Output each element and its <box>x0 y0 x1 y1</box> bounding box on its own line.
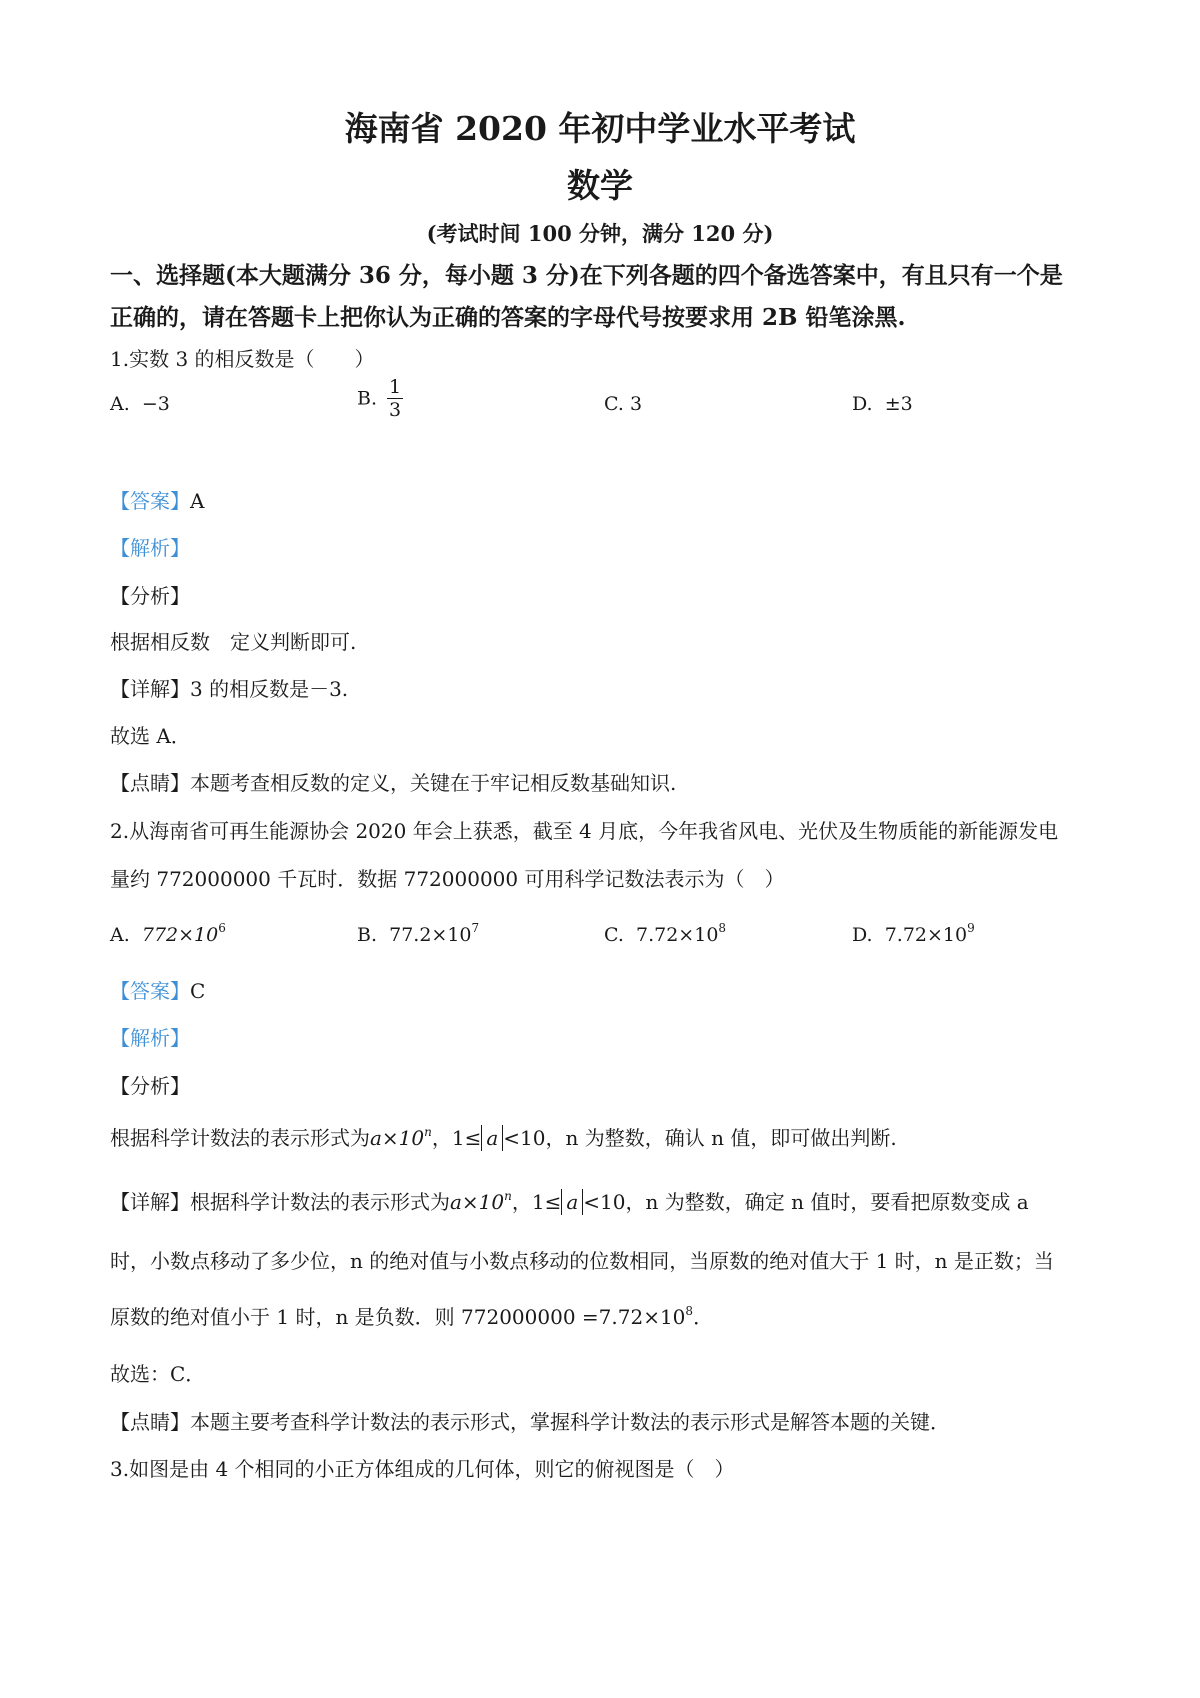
q2-fenxi-label: 【分析】 <box>110 1074 190 1098</box>
formula: a×10 <box>450 1190 505 1214</box>
option-label: D. <box>852 924 873 946</box>
q2-detail-line3 <box>110 1301 713 1330</box>
question-3-stem: 3.如图是由 4 个相同的小正方体组成的几何体，则它的俯视图是（ ） <box>110 1457 735 1481</box>
option-exponent: 6 <box>218 921 226 935</box>
q1-option-c <box>604 393 642 415</box>
q2-answer <box>110 975 205 1004</box>
option-value: 7.72×10 <box>884 924 968 946</box>
fenxi-text-post: <10，n 为整数，确认 n 值，即可做出判断. <box>503 1126 897 1150</box>
q2-option-c <box>604 921 726 946</box>
formula-exponent: 8 <box>685 1304 694 1318</box>
q1-option-a <box>110 393 170 415</box>
detail-label: 【详解】 <box>110 1190 190 1214</box>
detail-label: 【详解】 <box>110 677 190 701</box>
q1-choice: 故选 A． <box>110 724 191 748</box>
dianjing-label: 【点睛】 <box>110 771 190 795</box>
q2-choice: 故选：C． <box>110 1362 206 1386</box>
fraction-numerator: 1 <box>389 376 402 398</box>
option-label: C. <box>604 924 624 946</box>
formula: a×10 <box>370 1126 425 1150</box>
q2-option-a <box>110 921 226 946</box>
detail-text: 3 的相反数是－3. <box>190 677 349 701</box>
question-2-stem-line1: 2.从海南省可再生能源协会 2020 年会上获悉，截至 4 月底，今年我省风电、光伏及生物质能的新能源发电 <box>110 819 1059 843</box>
section-heading-line2: 正确的，请在答题卡上把你认为正确的答案的字母代号按要求用 2B 铅笔涂黑. <box>110 304 906 331</box>
option-value: ±3 <box>884 393 913 415</box>
option-exponent: 9 <box>967 921 975 935</box>
question-1-stem: 1.实数 3 的相反数是（ ） <box>110 347 375 371</box>
option-value: 77.2×10 <box>389 924 472 946</box>
dianjing-text: 本题考查相反数的定义，关键在于牢记相反数基础知识. <box>190 771 677 795</box>
formula-exponent: n <box>424 1125 432 1139</box>
answer-label: 【答案】 <box>110 489 190 513</box>
detail-text-post: <10，n 为整数，确定 n 值时，要看把原数变成 a <box>583 1190 1029 1214</box>
q1-dianjing <box>110 767 676 796</box>
answer-label: 【答案】 <box>110 979 190 1003</box>
option-label: A. <box>110 393 130 415</box>
q1-option-b <box>357 376 403 421</box>
absolute-value: a <box>561 1189 583 1215</box>
detail-line3-end: ． <box>693 1305 714 1329</box>
q2-detail-line1 <box>110 1186 1029 1215</box>
q1-detail <box>110 673 348 702</box>
q2-fenxi-text <box>110 1122 897 1151</box>
exam-note: (考试时间 100 分钟，满分 120 分) <box>426 221 774 246</box>
section-heading-line1: 一、选择题(本大题满分 36 分，每小题 3 分)在下列各题的四个备选答案中，有且只有一个是 <box>110 262 1063 289</box>
option-label: D. <box>852 393 873 415</box>
q2-option-b <box>357 921 479 946</box>
q1-fenxi-text: 根据相反数 定义判断即可. <box>110 630 357 654</box>
q2-analysis-label: 【解析】 <box>110 1026 190 1050</box>
answer-value: A <box>190 489 205 513</box>
option-value: −3 <box>141 393 170 415</box>
detail-text-pre: 根据科学计数法的表示形式为 <box>190 1190 450 1214</box>
formula-exponent: n <box>504 1189 512 1203</box>
question-2-stem-line2: 量约 772000000 千瓦时．数据 772000000 可用科学记数法表示为（ ） <box>110 867 785 891</box>
fenxi-text-mid: ，1≤ <box>431 1126 482 1150</box>
fraction-denominator: 3 <box>389 399 402 421</box>
subject-title: 数学 <box>567 166 633 205</box>
dianjing-label: 【点睛】 <box>110 1410 190 1434</box>
option-value: 3 <box>629 393 643 415</box>
option-label: B. <box>357 924 378 946</box>
option-exponent: 8 <box>718 921 727 935</box>
absolute-value: a <box>481 1125 503 1151</box>
q1-fenxi-label: 【分析】 <box>110 584 190 608</box>
dianjing-text: 本题主要考查科学计数法的表示形式，掌握科学计数法的表示形式是解答本题的关键． <box>190 1410 950 1434</box>
q2-option-d <box>852 921 975 946</box>
option-label: A. <box>110 924 130 946</box>
answer-value: C <box>190 979 206 1003</box>
fraction <box>387 376 403 421</box>
q1-analysis-label: 【解析】 <box>110 536 190 560</box>
option-label: B. <box>357 387 378 410</box>
q1-option-d <box>852 393 913 415</box>
q2-dianjing <box>110 1406 950 1435</box>
q2-detail-line2: 时，小数点移动了多少位，n 的绝对值与小数点移动的位数相同，当原数的绝对值大于 1 时，n 是正数；当 <box>110 1249 1054 1273</box>
detail-text-mid: ，1≤ <box>511 1190 562 1214</box>
detail-line3-text: 原数的绝对值小于 1 时，n 是负数．则 772000000 =7.72×10 <box>110 1305 686 1329</box>
option-value: 772×10 <box>141 924 219 946</box>
option-exponent: 7 <box>471 921 480 935</box>
option-label: C. <box>604 393 624 415</box>
option-value: 7.72×10 <box>636 924 719 946</box>
page-title: 海南省 2020 年初中学业水平考试 <box>344 109 856 148</box>
q1-answer <box>110 485 204 514</box>
fenxi-text-pre: 根据科学计数法的表示形式为 <box>110 1126 370 1150</box>
